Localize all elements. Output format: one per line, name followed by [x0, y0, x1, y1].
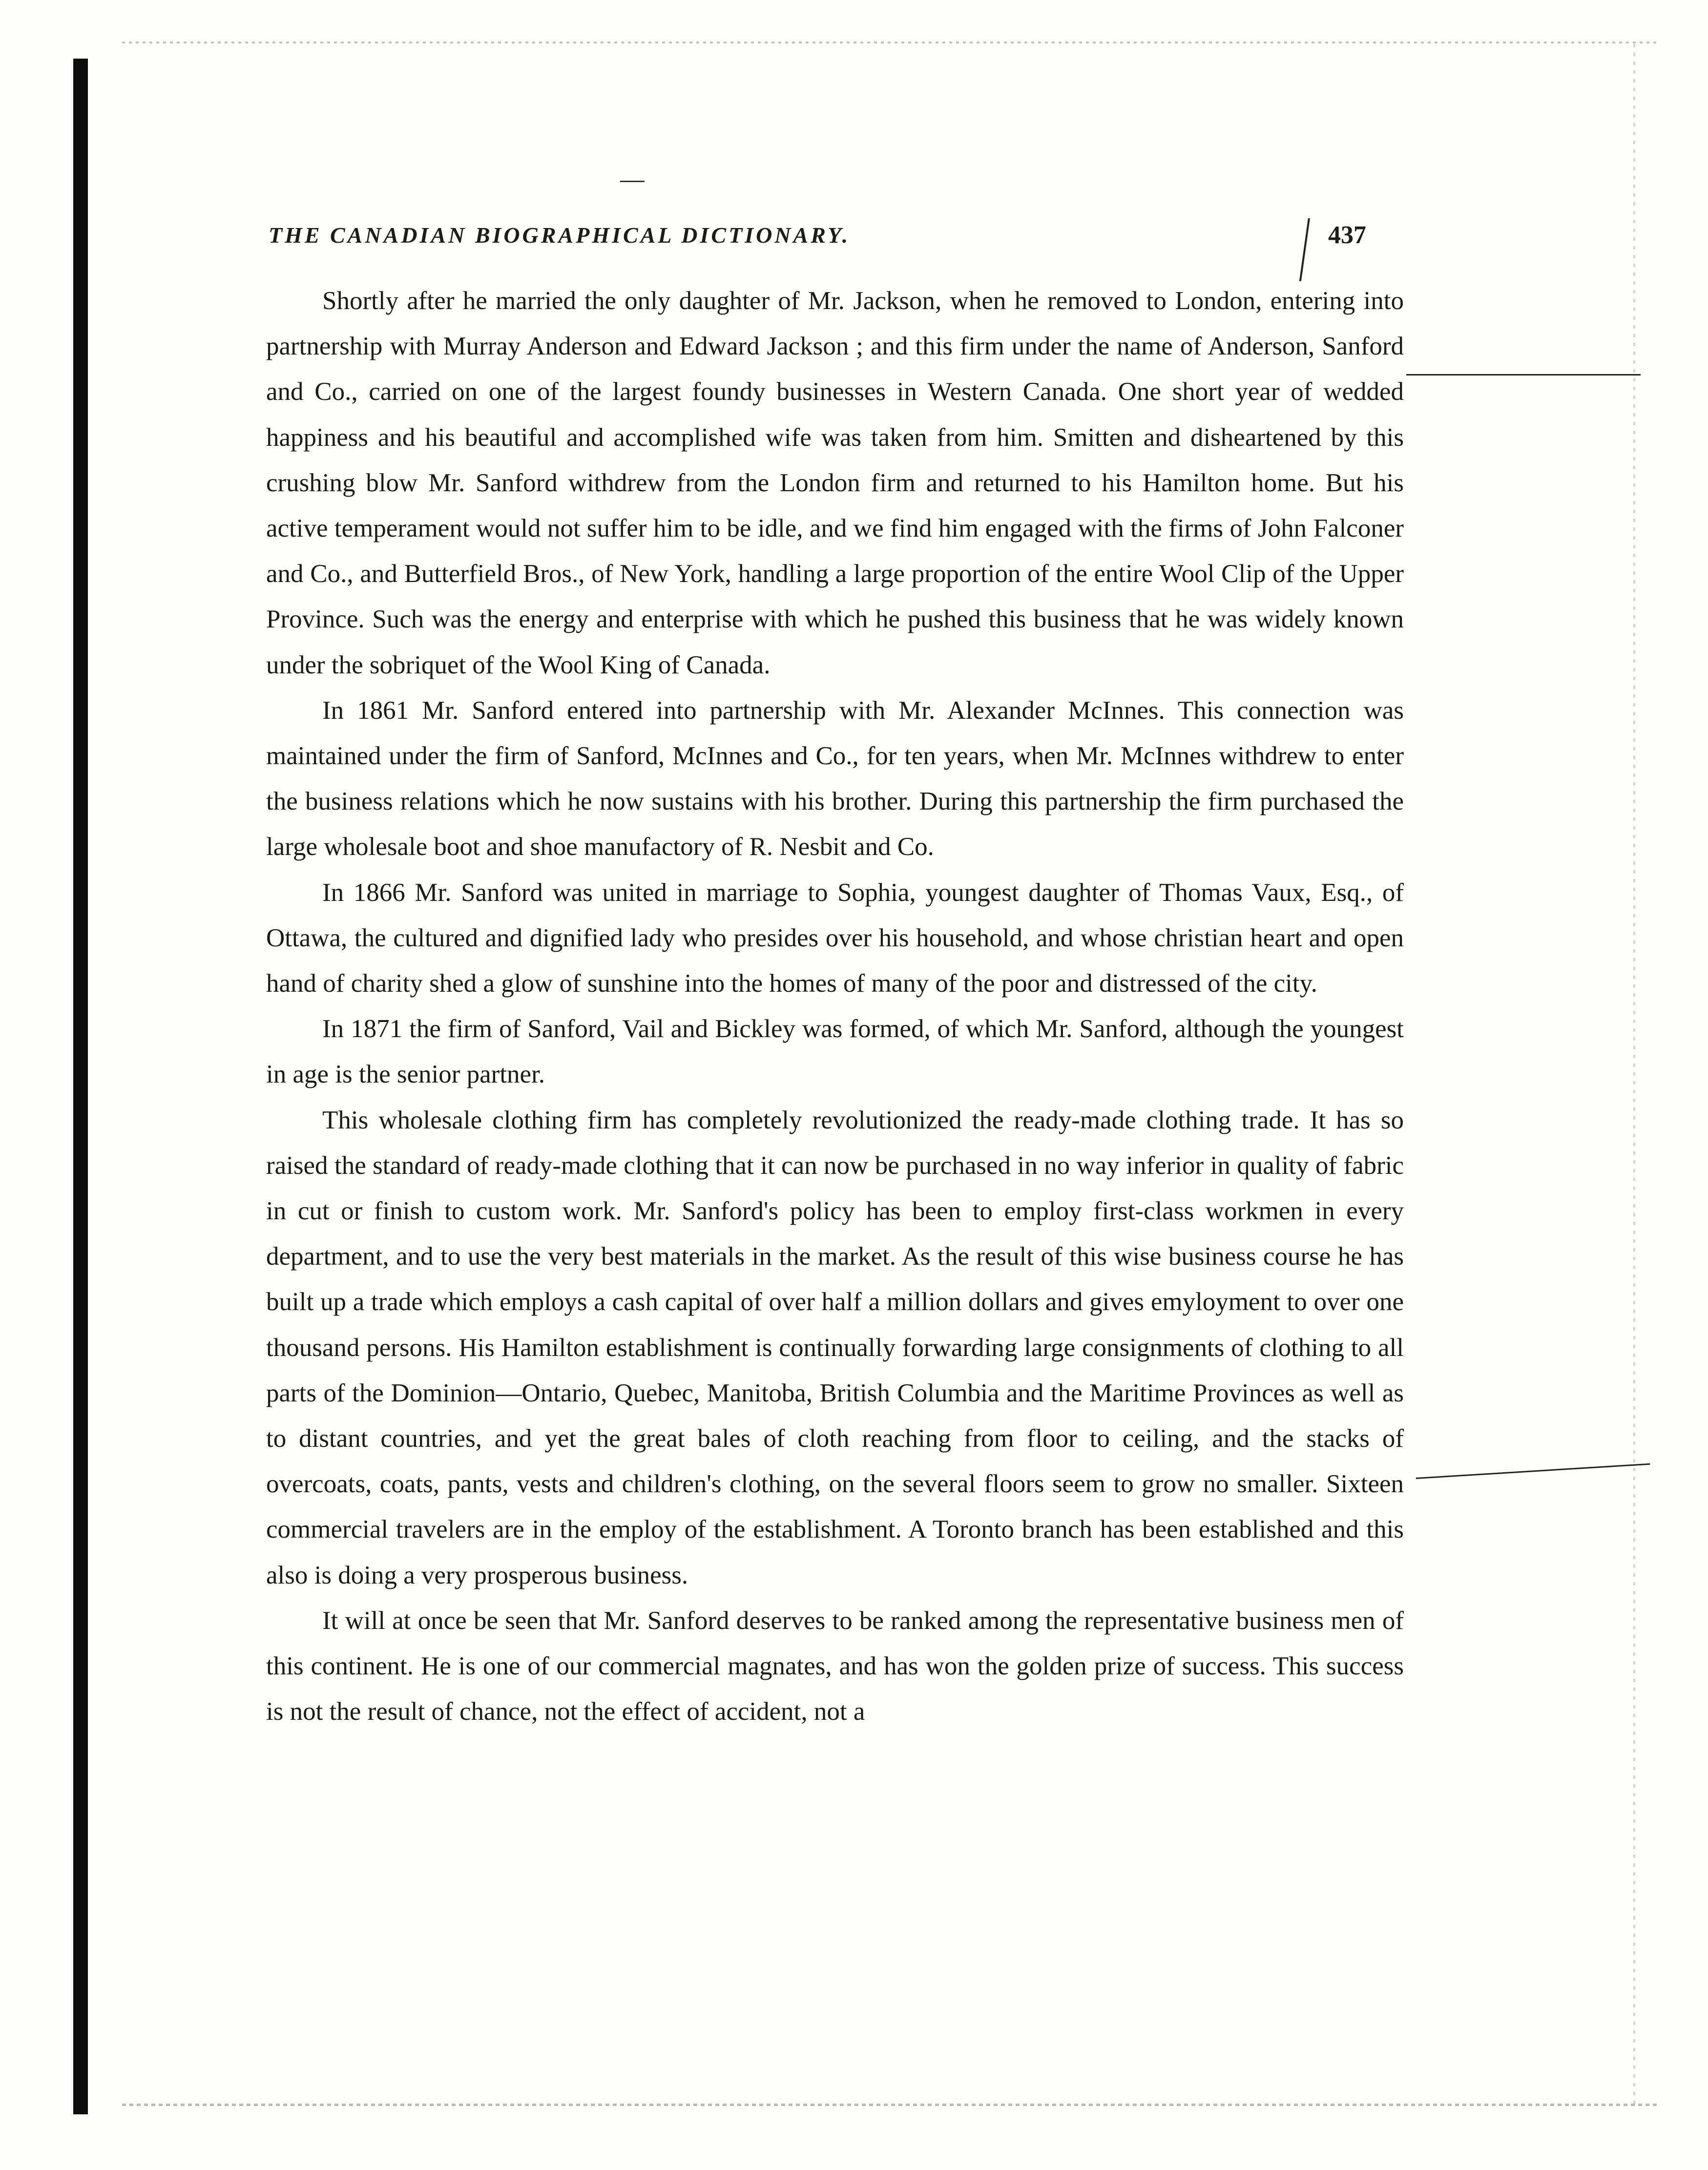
- right-edge-speckle: [1633, 44, 1635, 2105]
- stray-mark: [620, 181, 645, 182]
- body-text: [266, 278, 1404, 1735]
- paragraph: It will at once be seen that Mr. Sanford deserves to be ranked among the representative business men of this continent. He is one of our commercial magnates, and has won the golden prize of success. This success is not the result of chance, not the effect of accident, not a: [266, 1606, 1404, 1726]
- paragraph: Shortly after he married the only daughter of Mr. Jackson, when he removed to London, entering into partnership with Murray Anderson and Edward Jackson ; and this firm under the name of Anderson, Sanford and Co., carried on one of the largest foundy businesses in Western Canada. One short year of wedded happiness and his beautiful and accomplished wife was taken from him. Smitten and disheartened by this crushing blow Mr. Sanford withdrew from the London firm and returned to his Hamilton home. But his active temperament would not suffer him to be idle, and we find him engaged with the firms of John Falconer and Co., and Butterfield Bros., of New York, handling a large proportion of the entire Wool Clip of the Upper Province. Such was the energy and enterprise with which he pushed this business that he was widely known under the sobriquet of the Wool King of Canada.: [266, 287, 1404, 679]
- paragraph: In 1871 the firm of Sanford, Vail and Bickley was formed, of which Mr. Sanford, although the youngest in age is the senior partner.: [266, 1015, 1404, 1089]
- margin-rule-mark: [1406, 374, 1641, 376]
- running-head: THE CANADIAN BIOGRAPHICAL DICTIONARY.: [269, 223, 851, 248]
- paragraph: This wholesale clothing firm has completely revolutionized the ready-made clothing trade. It has so raised the standard of ready-made clothing that it can now be purchased in no way inferior in quality of fabric in cut or finish to custom work. Mr. Sanford's policy has been to employ first-class workmen in every department, and to use the very best materials in the market. As the result of this wise business course he has built up a trade which employs a cash capital of over half a million dollars and gives emyloyment to over one thousand persons. His Hamilton establishment is continually forwarding large consignments of clothing to all parts of the Dominion—Ontario, Quebec, Manitoba, British Columbia and the Maritime Provinces as well as to distant countries, and yet the great bales of cloth reaching from floor to ceiling, and the stacks of overcoats, coats, pants, vests and children's clothing, on the several floors seem to grow no smaller. Sixteen commercial travelers are in the employ of the establishment. A Toronto branch has been established and this also is doing a very prosperous business.: [266, 1106, 1404, 1589]
- paragraph: In 1866 Mr. Sanford was united in marriage to Sophia, youngest daughter of Thomas Vaux, Esq., of Ottawa, the cultured and dignified lady who presides over his household, and whose christian heart and open hand of charity shed a glow of sunshine into the homes of many of the poor and distressed of the city.: [266, 878, 1404, 998]
- margin-rule-mark: [1416, 1463, 1650, 1479]
- bottom-edge-speckle: [122, 2104, 1660, 2106]
- top-edge-speckle: [122, 42, 1660, 43]
- binding-shadow: [73, 59, 88, 2114]
- paragraph: In 1861 Mr. Sanford entered into partnership with Mr. Alexander McInnes. This connection was maintained under the firm of Sanford, McInnes and Co., for ten years, when Mr. McInnes withdrew to enter the business relations which he now sustains with his brother. During this partnership the firm purchased the large wholesale boot and shoe manufactory of R. Nesbit and Co.: [266, 696, 1404, 861]
- page-number: 437: [1328, 221, 1366, 249]
